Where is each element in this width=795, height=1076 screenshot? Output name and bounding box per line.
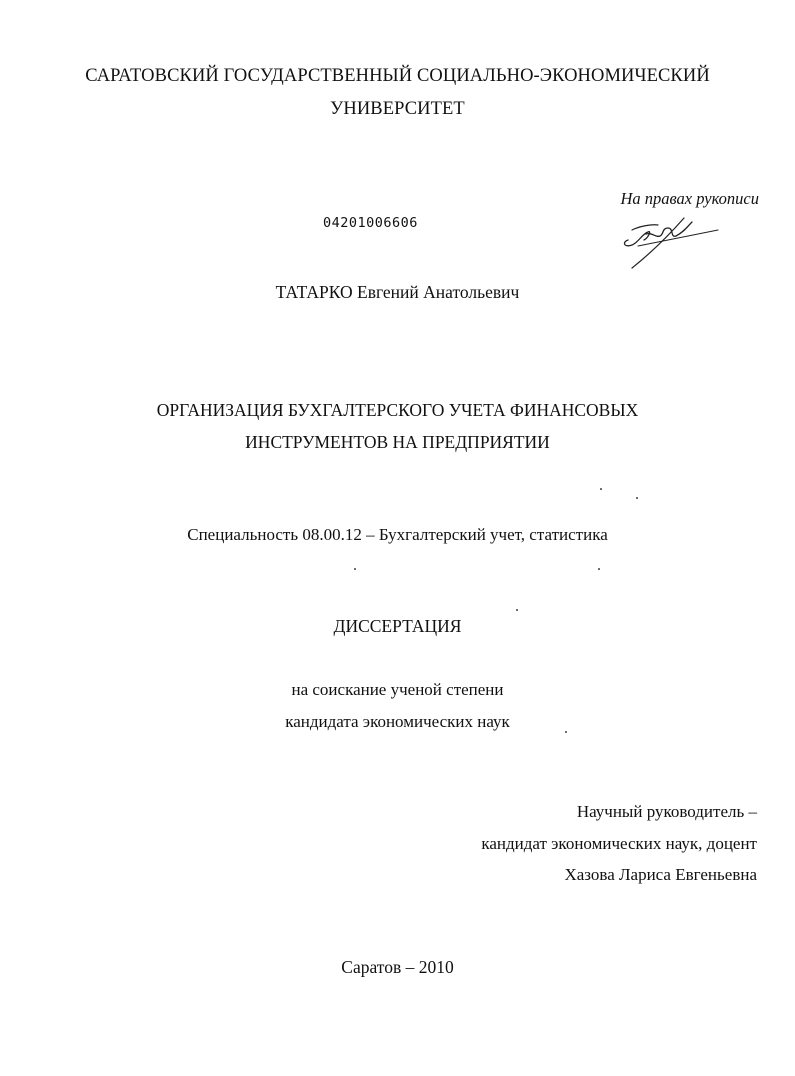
dissertation-title-line-2: ИНСТРУМЕНТОВ НА ПРЕДПРИЯТИИ [245,432,550,452]
author-name: ТАТАРКО Евгений Анатольевич [275,282,520,302]
degree-line-2: кандидата экономических наук [285,712,510,731]
specialty: Специальность 08.00.12 – Бухгалтерский учет, статистика [187,525,608,544]
manuscript-note: На правах рукописи [620,189,759,208]
university-name-line-2: УНИВЕРСИТЕТ [330,99,465,119]
document-type: ДИССЕРТАЦИЯ [333,616,462,636]
advisor-label: Научный руководитель – [576,802,757,821]
scan-speck [565,731,567,733]
advisor-degree: кандидат экономических наук, доцент [481,834,757,853]
catalog-number: 04201006606 [323,215,418,231]
place-and-year: Саратов – 2010 [341,957,454,977]
degree-line-1: на соискание ученой степени [291,680,504,699]
scan-speck [636,497,638,499]
dissertation-title-line-1: ОРГАНИЗАЦИЯ БУХГАЛТЕРСКОГО УЧЕТА ФИНАНСОВЫХ [156,400,639,420]
scan-speck [516,609,518,611]
handwritten-signature [618,212,728,272]
university-name-line-1: САРАТОВСКИЙ ГОСУДАРСТВЕННЫЙ СОЦИАЛЬНО-ЭКОНОМИЧЕСКИЙ [85,66,710,86]
scan-speck [354,568,356,570]
scan-speck [598,568,600,570]
advisor-name: Хазова Лариса Евгеньевна [564,865,757,884]
scan-speck [600,488,602,490]
